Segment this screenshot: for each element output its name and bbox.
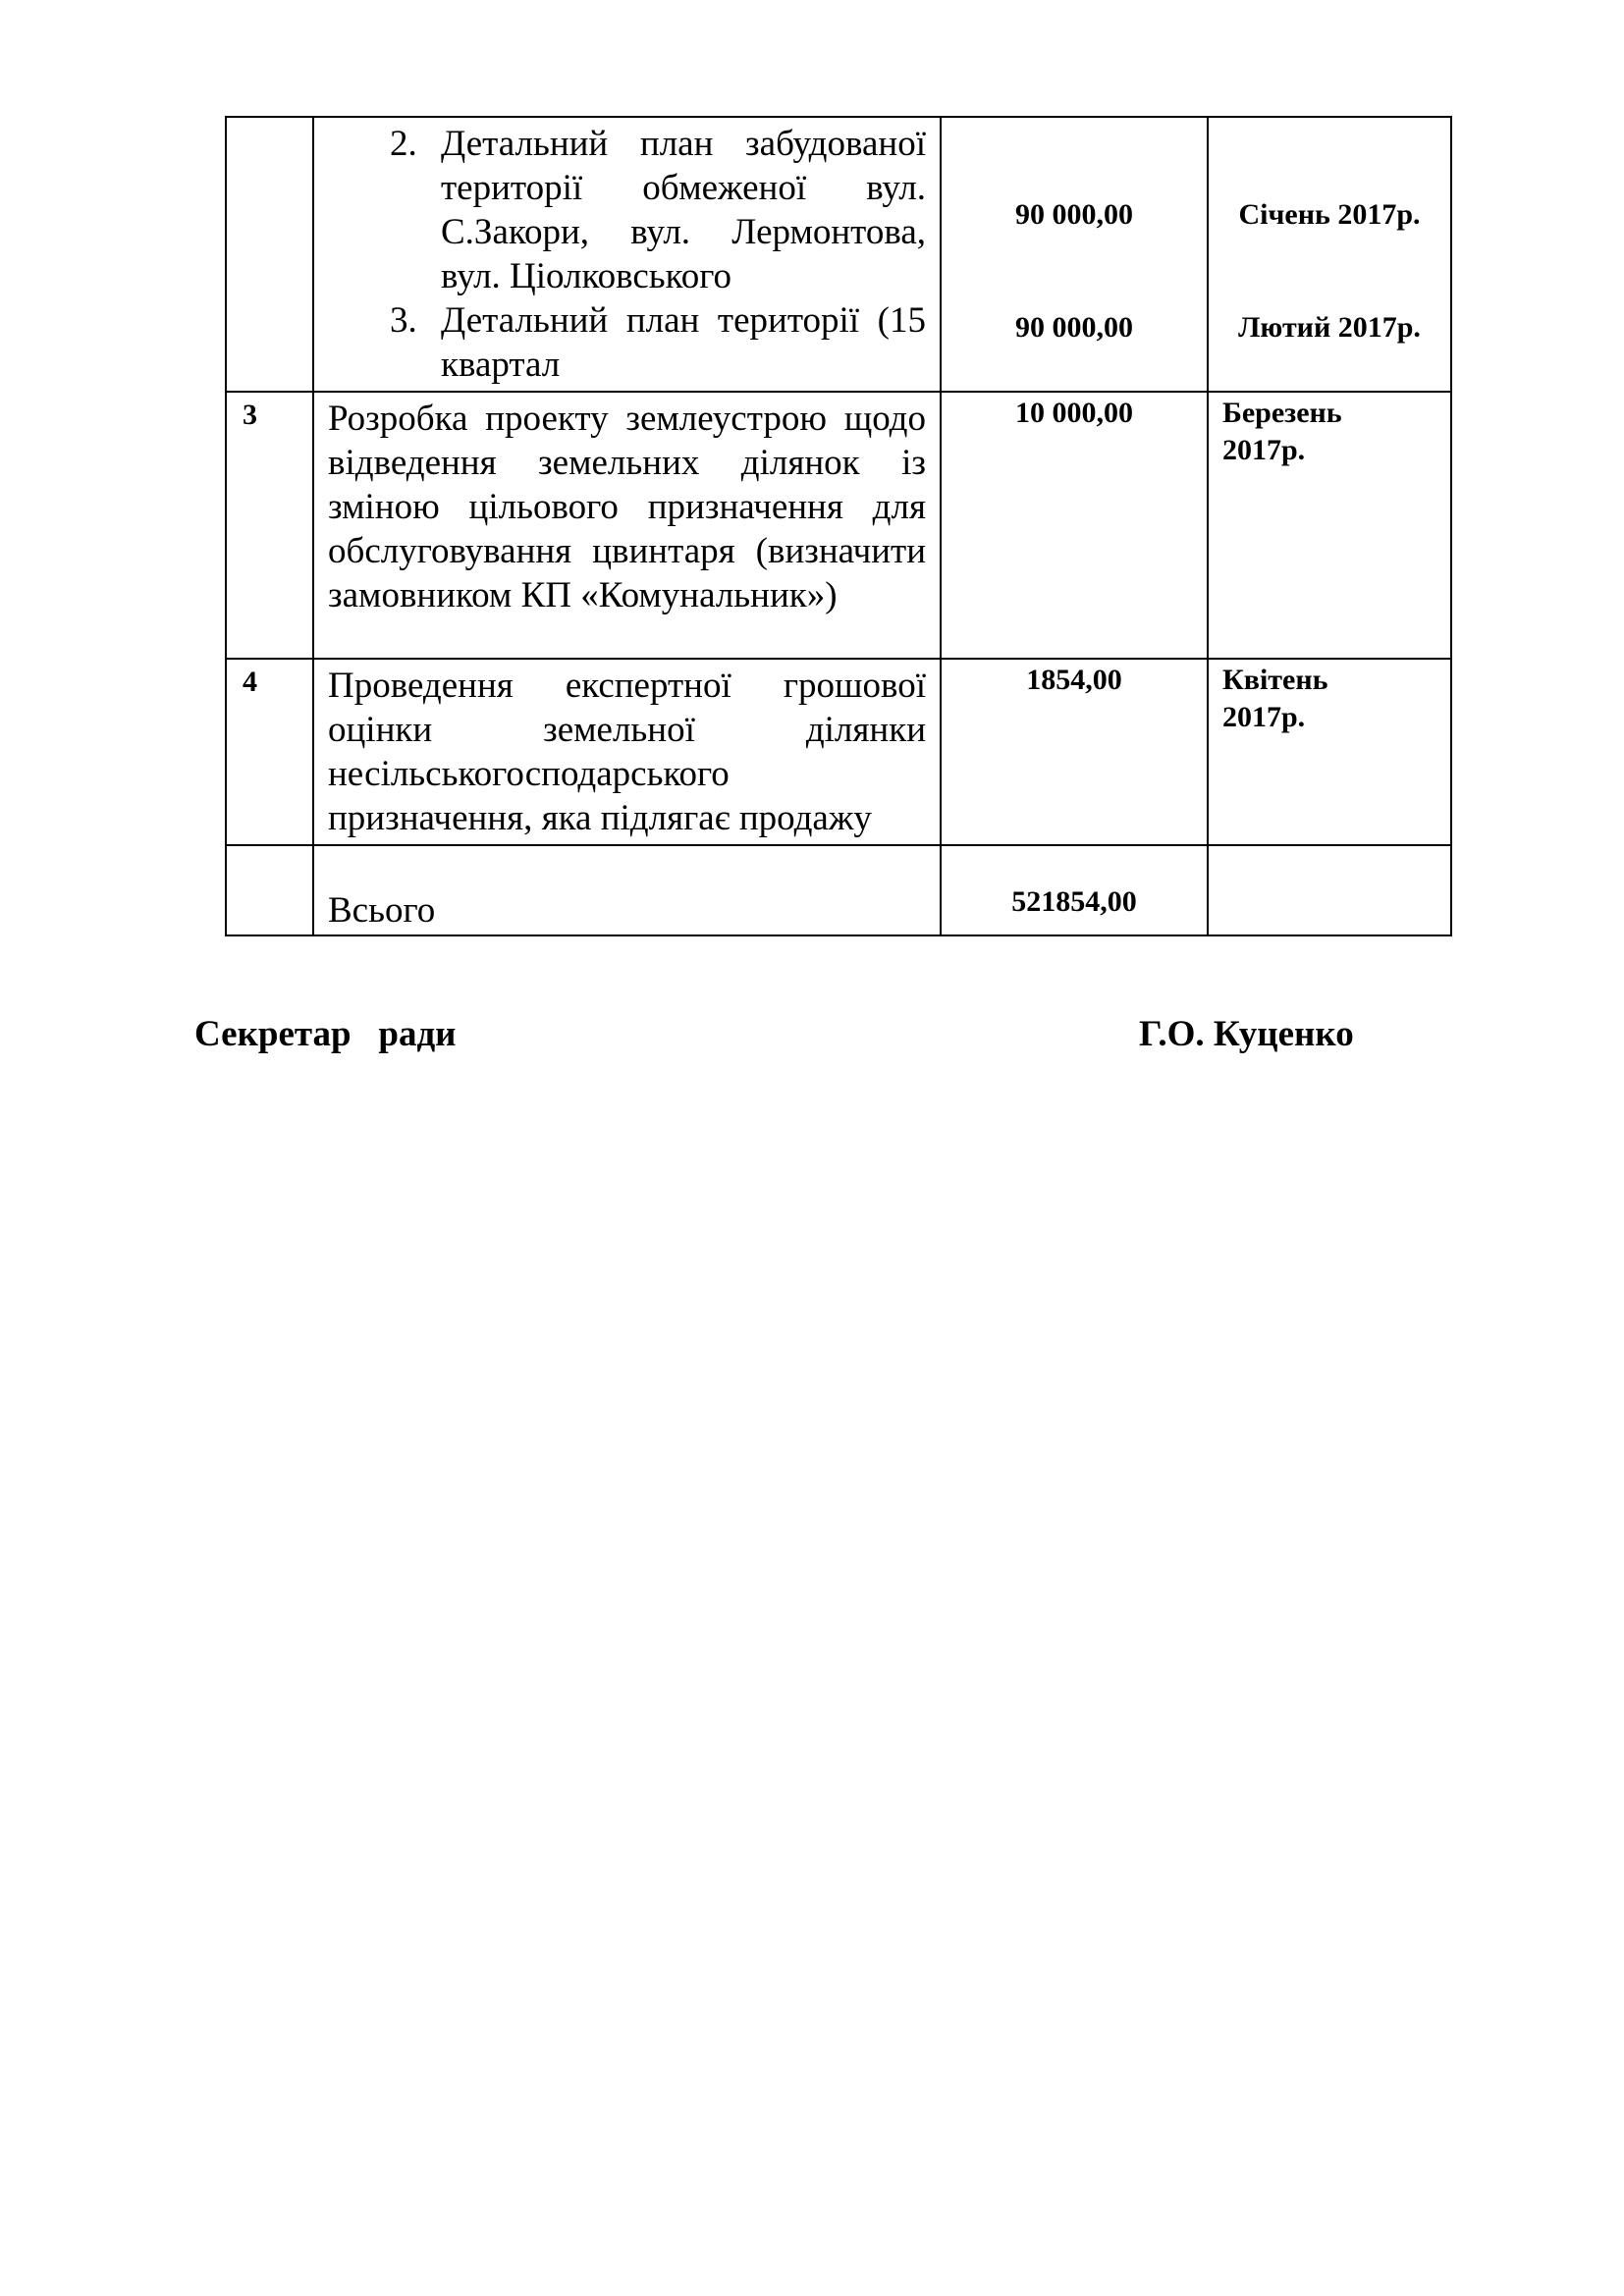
sum-value: 90 000,00 (1015, 198, 1133, 231)
total-sum: 521854,00 (1011, 885, 1137, 918)
sum-value: 10 000,00 (1015, 397, 1133, 429)
total-label: Всього (328, 890, 436, 931)
row-description: Проведення експертної грошової оцінки земельної ділянки несільськогосподарського призначення, яка підлягає продажу (328, 666, 926, 838)
term-value: Січень 2017р. (1238, 198, 1421, 231)
term-cell (1208, 845, 1451, 935)
sum-cell (941, 392, 1208, 659)
description-cell (313, 117, 941, 392)
term-cell (1208, 117, 1451, 392)
list-item (390, 122, 926, 298)
signature-position: Секретар ради (194, 1014, 457, 1054)
table-row (226, 117, 1451, 392)
signature-name: Г.О. Куценко (1139, 1014, 1354, 1054)
description-cell (313, 392, 941, 659)
row-number-cell (226, 117, 313, 392)
total-sum-cell (941, 845, 1208, 935)
list-item (390, 298, 926, 387)
sum-value: 90 000,00 (1015, 311, 1133, 344)
sub-item-text: Детальний план забудованої території обмеженої вул. С.Закори, вул. Лермонтова, вул. Ціолковського (441, 124, 926, 296)
term-value: Лютий 2017р. (1238, 311, 1421, 344)
list-marker: 2. (390, 124, 417, 164)
row-description: Розробка проекту землеустрою щодо відведення земельних ділянок із зміною цільового призначення для обслуговування цвинтаря (визначити замовником КП «Комунальник») (328, 399, 926, 615)
table-row (226, 392, 1451, 659)
term-value: Березень (1222, 397, 1342, 429)
total-label-cell (313, 845, 941, 935)
sum-cell (941, 659, 1208, 845)
sum-cell (941, 117, 1208, 392)
description-cell (313, 659, 941, 845)
term-value: 2017р. (1222, 434, 1306, 466)
list-marker: 3. (390, 300, 417, 341)
term-value: Квітень (1222, 664, 1328, 696)
row-number-cell: 3 (226, 392, 313, 659)
sub-item-list (328, 122, 926, 387)
sub-item-text: Детальний план території (15 квартал (441, 300, 926, 385)
table-row (226, 659, 1451, 845)
row-number-cell: 4 (226, 659, 313, 845)
term-value: 2017р. (1222, 701, 1306, 733)
row-number-cell (226, 845, 313, 935)
term-cell (1208, 392, 1451, 659)
sum-value: 1854,00 (1026, 664, 1122, 696)
total-row (226, 845, 1451, 935)
plan-table (225, 116, 1452, 936)
term-cell (1208, 659, 1451, 845)
